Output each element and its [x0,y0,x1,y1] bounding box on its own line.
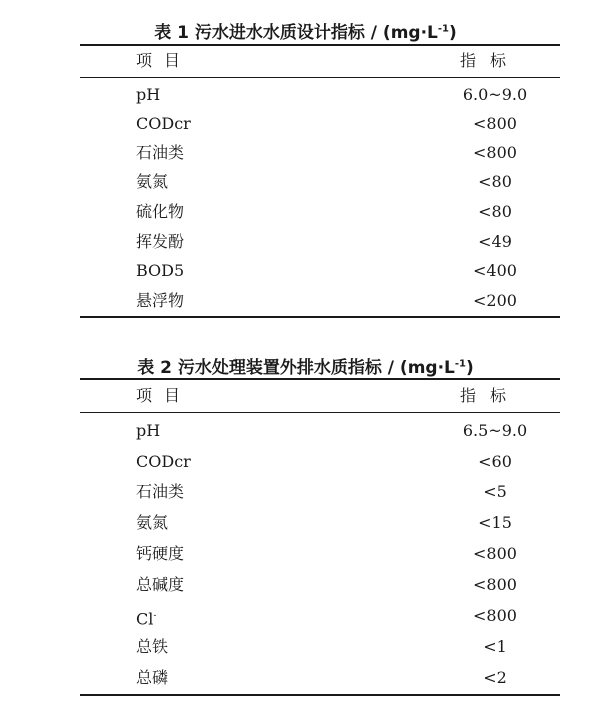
table1-col-item: 项目 [136,51,193,70]
table2-row: 氨氮 <15 [136,513,512,532]
table1-bottom-rule [80,316,560,318]
table1-row: 硫化物 <80 [136,202,512,221]
table1-col-value: 指标 [459,51,520,70]
table2-col-value: 指标 [459,386,520,405]
table1-row: pH 6.0~9.0 [136,85,528,104]
table1-row: 氨氮 <80 [136,172,512,191]
table1-row: CODcr <800 [136,114,517,133]
table1-header [80,46,560,76]
table2-bottom-rule [80,694,560,696]
table1-row: BOD5 <400 [136,261,517,280]
table1-header-rule [80,77,560,78]
table2-row: pH 6.5~9.0 [136,421,528,440]
table2-row: 钙硬度 <800 [136,544,517,563]
table2-row: 石油类 <5 [136,482,507,501]
table2-title: 表 2 污水处理装置外排水质指标 / $(mg\cdot L^{-1})$ [137,358,474,378]
table2-col-item: 项目 [136,386,193,405]
table2-row: 总碱度 <800 [136,575,517,594]
table1-row: 挥发酚 <49 [136,232,512,251]
table1-row: 石油类 <800 [136,143,517,162]
table1-title: 表 1 污水进水水质设计指标 / $(mg\cdot L^{-1})$ [154,23,457,43]
table2-row: CODcr <60 [136,452,512,471]
table2-row: Cl- <800 [136,606,517,629]
table2-header [80,381,560,411]
table2-row: 总铁 <1 [136,637,507,656]
table2-row: 总磷 <2 [136,668,507,687]
table1-row: 悬浮物 <200 [136,291,517,310]
table2-header-rule [80,412,560,413]
table2-top-rule [80,378,560,380]
